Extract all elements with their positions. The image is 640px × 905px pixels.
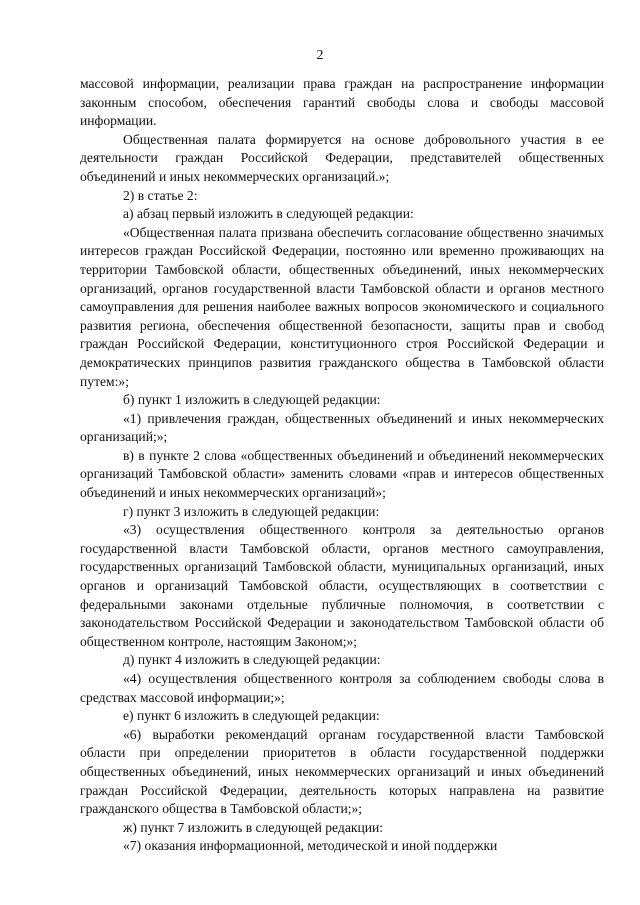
paragraph-subitem: а) абзац первый изложить в следующей редакции:	[123, 206, 414, 222]
document-body	[80, 75, 604, 856]
paragraph-subitem: д) пункт 4 изложить в следующей редакции:	[123, 652, 381, 668]
paragraph-quote: «6) выработки рекомендаций органам государственной власти Тамбовской области при определении приоритетов в области государственной поддержки общественных объединений, иных некоммерческих организаций и иных объединений граждан Российской Федерации, деятельность которых направлена на развитие гражданского общества в Тамбовской области;»;	[80, 726, 604, 817]
paragraph-quote: «4) осуществления общественного контроля за соблюдением свободы слова в средствах массовой информации;»;	[80, 671, 604, 705]
paragraph-quote: «1) привлечения граждан, общественных объединений и иных некоммерческих организаций;»;	[80, 410, 604, 445]
paragraph: Общественная палата формируется на основе добровольного участия в ее деятельности граждан Российской Федерации, представителей общественных объединений и иных некоммерческих организаций.»;	[80, 131, 604, 184]
paragraph-subitem: в) в пункте 2 слова «общественных объединений и объединений некоммерческих организаций Тамбовской области» заменить словами «прав и интересов общественных объединений и иных некоммерческих организаций»;	[80, 447, 604, 501]
paragraph-subitem: б) пункт 1 изложить в следующей редакции:	[123, 392, 381, 408]
paragraph-subitem: г) пункт 3 изложить в следующей редакции:	[123, 503, 380, 519]
paragraph-subitem: е) пункт 6 изложить в следующей редакции:	[123, 708, 380, 724]
paragraph-continuation: массовой информации, реализации права граждан на распространение информации законным способом, обеспечения гарантий свободы слова и свободы массовой информации.	[80, 76, 604, 129]
paragraph-quote: «3) осуществления общественного контроля за деятельностью органов государственной власти Тамбовской области, органов местного самоуправления, государственных организаций Тамбовской области, муниципальных организаций, иных органов и организаций Тамбовской области, осуществляющих в соответствии с федеральными законами отдельные публичные полномочия, в соответствии с законодательством Российской Федерации и законодательством Тамбовской области об общественном контроле, настоящим Законом;»;	[80, 522, 604, 649]
paragraph-quote: «Общественная палата призвана обеспечить согласование общественно значимых интересов граждан Российской Федерации, постоянно или временно проживающих на территории Тамбовской области, общественных объединений, иных некоммерческих организаций, органов государственной власти Тамбовской области и органов местного самоуправления для решения наиболее важных вопросов экономического и социального развития региона, обеспечения общественной безопасности, защиты прав и свобод граждан Российской Федерации, конституционного строя Российской Федерации и демократических принципов развития гражданского общества в Тамбовской области путем:»;	[80, 224, 604, 389]
paragraph-quote: «7) оказания информационной, методической и иной поддержки	[123, 838, 498, 854]
paragraph-item-heading: 2) в статье 2:	[123, 187, 198, 203]
page-number: 2	[316, 48, 324, 63]
paragraph-subitem: ж) пункт 7 изложить в следующей редакции:	[123, 819, 384, 835]
